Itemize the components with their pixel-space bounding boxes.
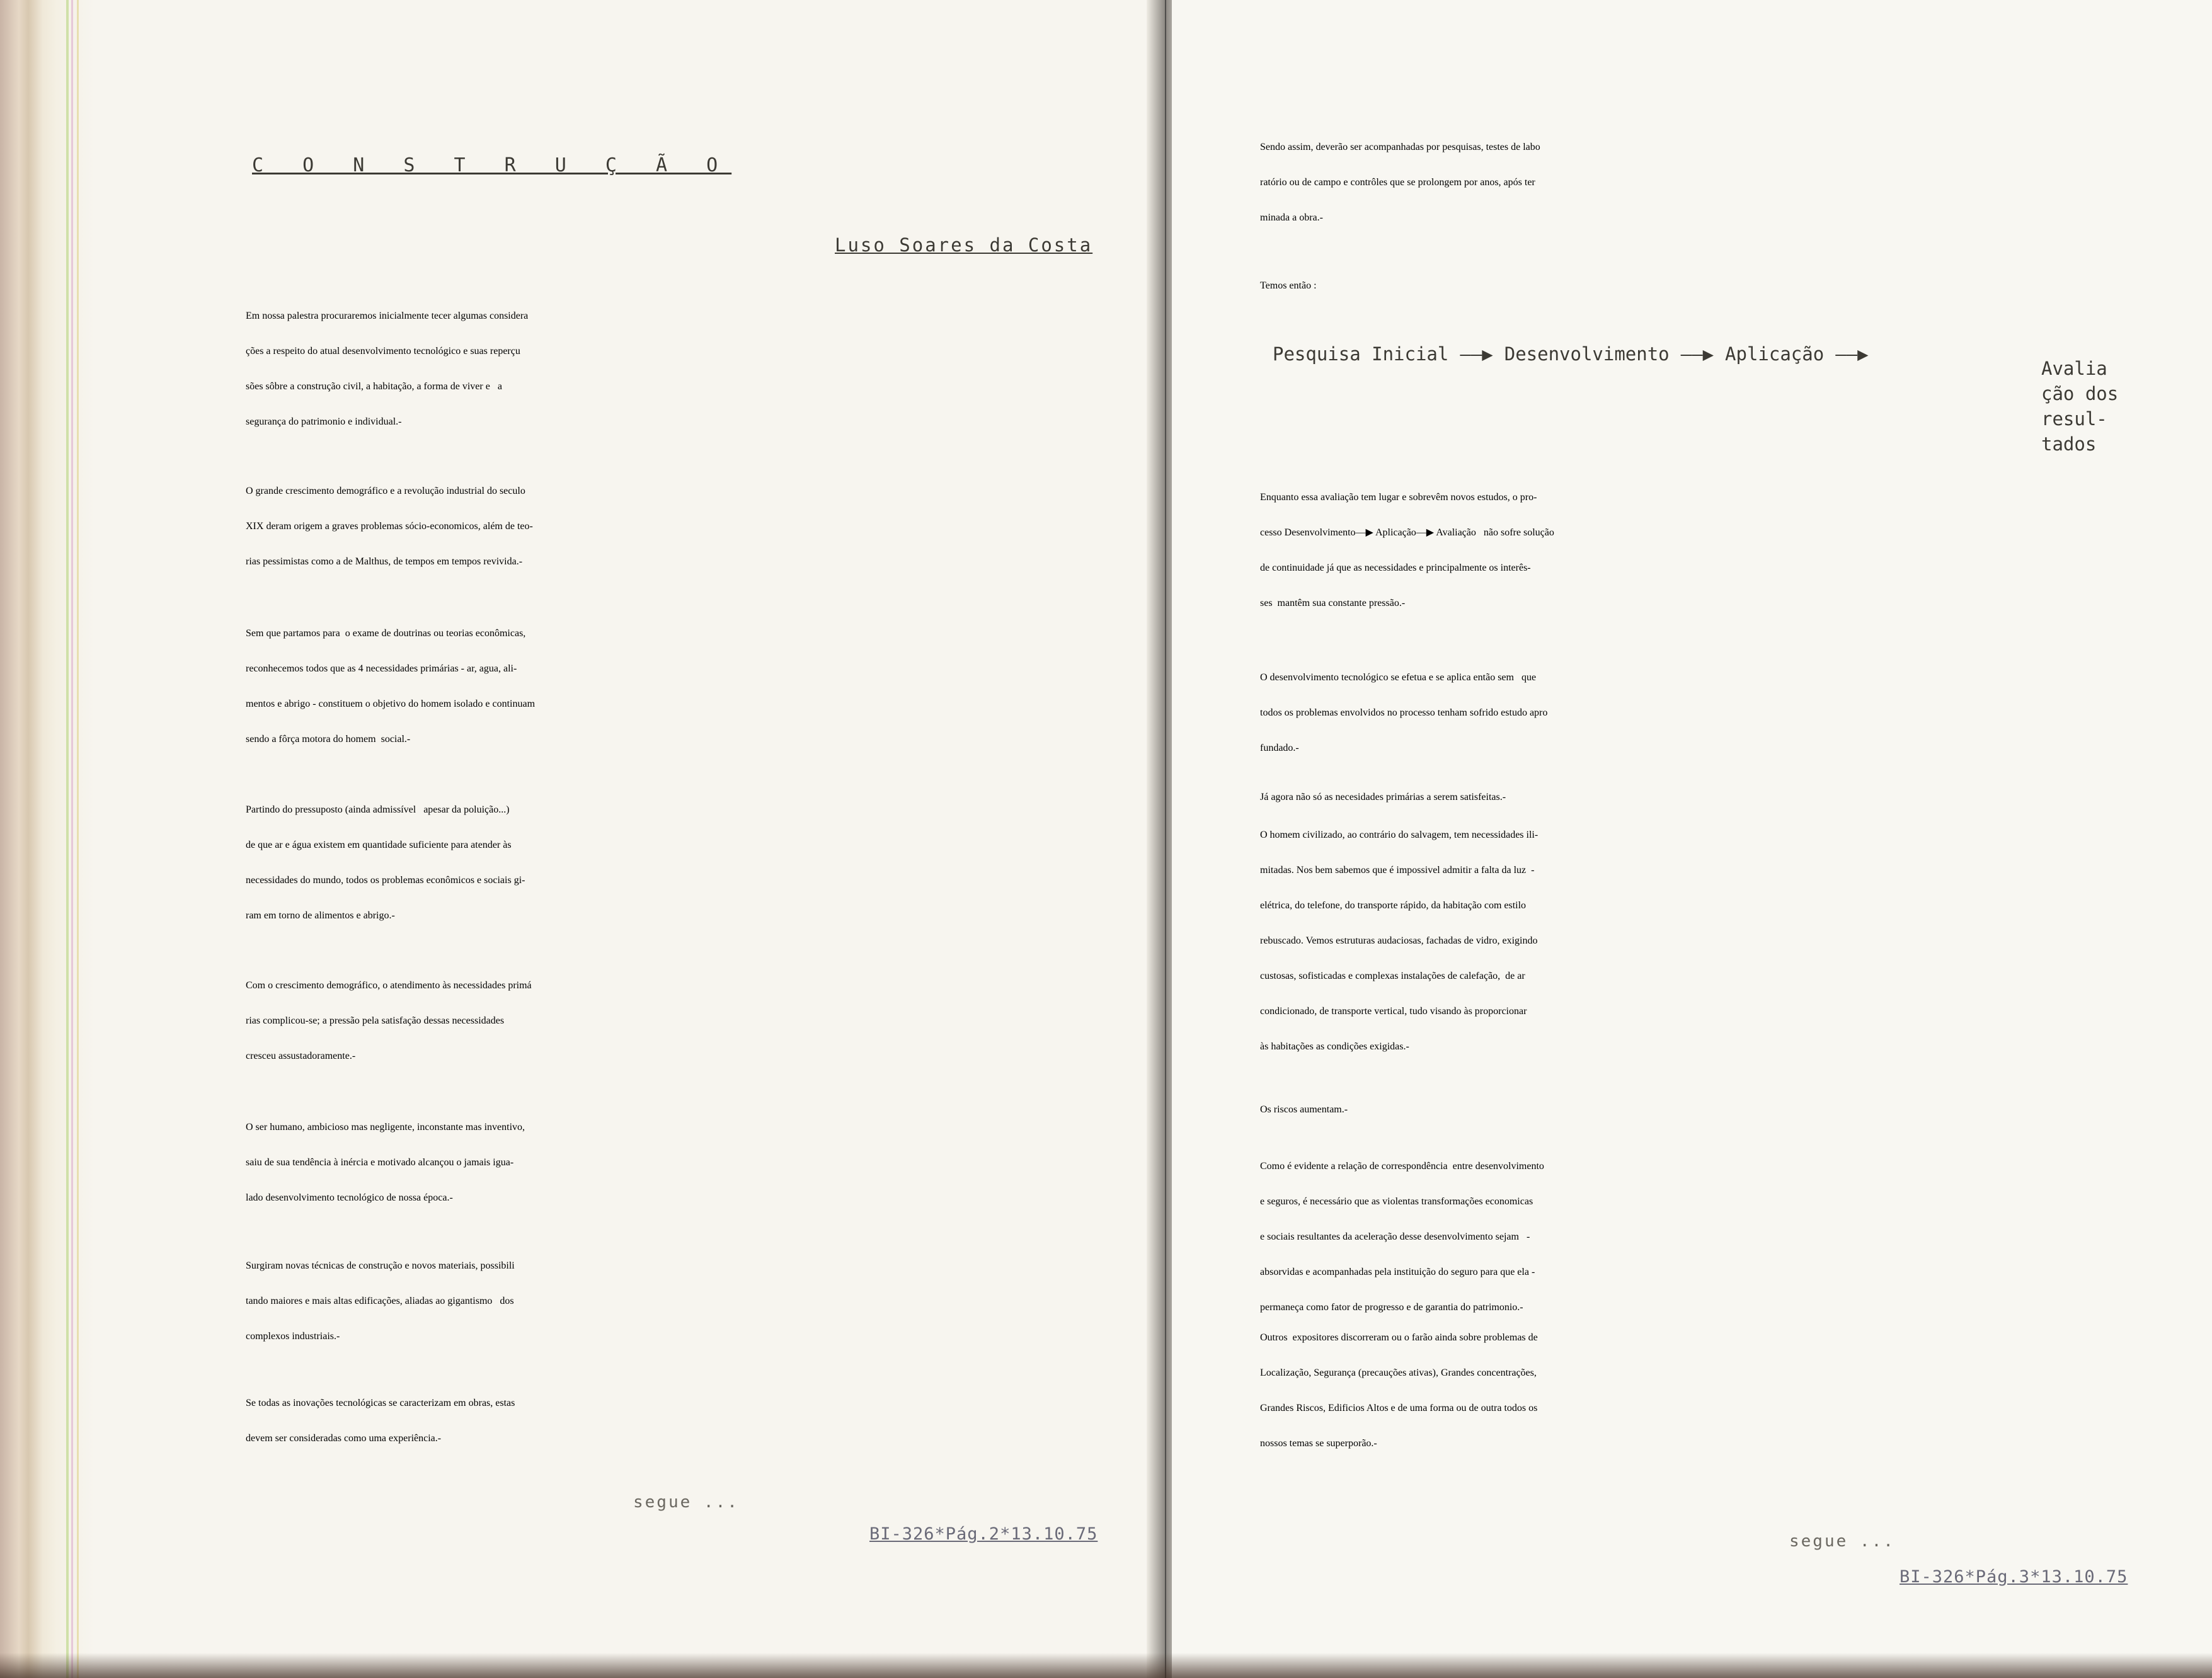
author-name: Luso Soares da Costa [835,234,1093,256]
paragraph: Em nossa palestra procuraremos inicialmente tecer algumas considera ções a respeito do atual desenvolvimento tecnológico e suas reperçu sões sôbre a construção civil, a habitação, a forma de viver e a segurança do patrimonio e individual.- [246,311,529,427]
paragraph: Temos então : [1260,280,1317,291]
page-edge-stripe [77,0,79,1678]
page-reference: BI-326*Pág.2*13.10.75 [869,1524,1098,1544]
paragraph: O homem civilizado, ao contrário do salvagem, tem necessidades ili- mitadas. Nos bem sabemos que é impossivel admitir a falta da luz - elétrica, do telefone, do transporte rápido, da habitação com estilo rebuscado. Vemos estruturas audaciosas, fachadas de vidro, exigindo custosas, sofisticadas e complexas instalações de calefação, de ar condicionado, de transporte vertical, tudo visando às proporcionar às habitações as condições exigidas.- [1260,830,1539,1052]
page-edge-stripe [71,0,73,1678]
paragraph: Partindo do pressuposto (ainda admissível apesar da poluição...) de que ar e água existem em quantidade suficiente para atender às necessidades do mundo, todos os problemas econômicos e sociais gi- ram em torno de alimentos e abrigo.- [246,804,525,921]
page-shadow [0,1653,2212,1678]
process-flow [1273,343,1880,365]
paragraph: Como é evidente a relação de correspondência entre desenvolvimento e seguros, é necessário que as violentas transformações economicas e sociais resultantes da aceleração desse desenvolvimento sejam - absorvidas e acompanhadas pela instituição do seguro para que ela - permaneça como fator de progresso e de garantia do patrimonio.- [1260,1161,1544,1313]
continuation-note: segue ... [633,1493,739,1512]
paragraph: Sem que partamos para o exame de doutrinas ou teorias econômicas, reconhecemos todos que as 4 necessidades primárias - ar, agua, ali- mentos e abrigo - constituem o objetivo do homem isolado e continuam sendo a fôrça motora do homem social.- [246,628,536,745]
paragraph: Enquanto essa avaliação tem lugar e sobrevêm novos estudos, o pro- cesso Desenvolvimento—▶ Aplicação—▶ Avaliação não sofre solução de continuidade já que as necessidades e principalmente os interês- ses mantêm sua constante pressão.- [1260,492,1554,608]
paragraph: O desenvolvimento tecnológico se efetua e se aplica então sem que todos os problemas envolvidos no processo tenham sofrido estudo apro fundado.- [1260,672,1548,753]
flow-step: Pesquisa Inicial [1273,343,1449,365]
paragraph: Outros expositores discorreram ou o farão ainda sobre problemas de Localização, Segurança (precauções ativas), Grandes concentrações, Grandes Riscos, Edificios Altos e de uma forma ou de outra todos os nossos temas se superporão.- [1260,1332,1538,1449]
page-reference: BI-326*Pág.3*13.10.75 [1900,1567,2128,1587]
paragraph: Com o crescimento demográfico, o atendimento às necessidades primá rias complicou-se; a pressão pela satisfação dessas necessidades cresceu assustadoramente.- [246,980,532,1061]
paragraph: O ser humano, ambicioso mas negligente, inconstante mas inventivo, saiu de sua tendência à inércia e motivado alcançou o jamais igua- lado desenvolvimento tecnológico de nossa época.- [246,1122,525,1203]
paragraph: Os riscos aumentam.- [1260,1104,1348,1115]
continuation-note: segue ... [1789,1532,1895,1551]
paragraph: Surgiram novas técnicas de construção e novos materiais, possibili tando maiores e mais altas edificações, aliadas ao gigantismo dos complexos industriais.- [246,1260,515,1342]
paragraph: Já agora não só as necesidades primárias a serem satisfeitas.- [1260,792,1506,802]
flow-step: Avalia ção dos resul- tados [2041,358,2119,455]
document-title: C O N S T R U Ç Ã O [252,154,732,176]
paragraph: Sendo assim, deverão ser acompanhadas por pesquisas, testes de labo ratório ou de campo e contrôles que se prolongem por anos, após ter minada a obra.- [1260,142,1540,223]
flow-step: Aplicação [1725,343,1825,365]
paragraph: Se todas as inovações tecnológicas se caracterizam em obras, estas devem ser consideradas como uma experiência.- [246,1398,515,1444]
page-edges [0,0,95,1678]
arrow-icon: ——▶ [1680,343,1714,365]
arrow-icon: ——▶ [1835,343,1869,365]
paragraph: O grande crescimento demográfico e a revolução industrial do seculo XIX deram origem a graves problemas sócio-economicos, além de teo- rias pessimistas como a de Malthus, de tempos em tempos revivida.- [246,486,533,567]
flow-step: Desenvolvimento [1504,343,1670,365]
arrow-icon: ——▶ [1460,343,1493,365]
page-edge-stripe [66,0,69,1678]
